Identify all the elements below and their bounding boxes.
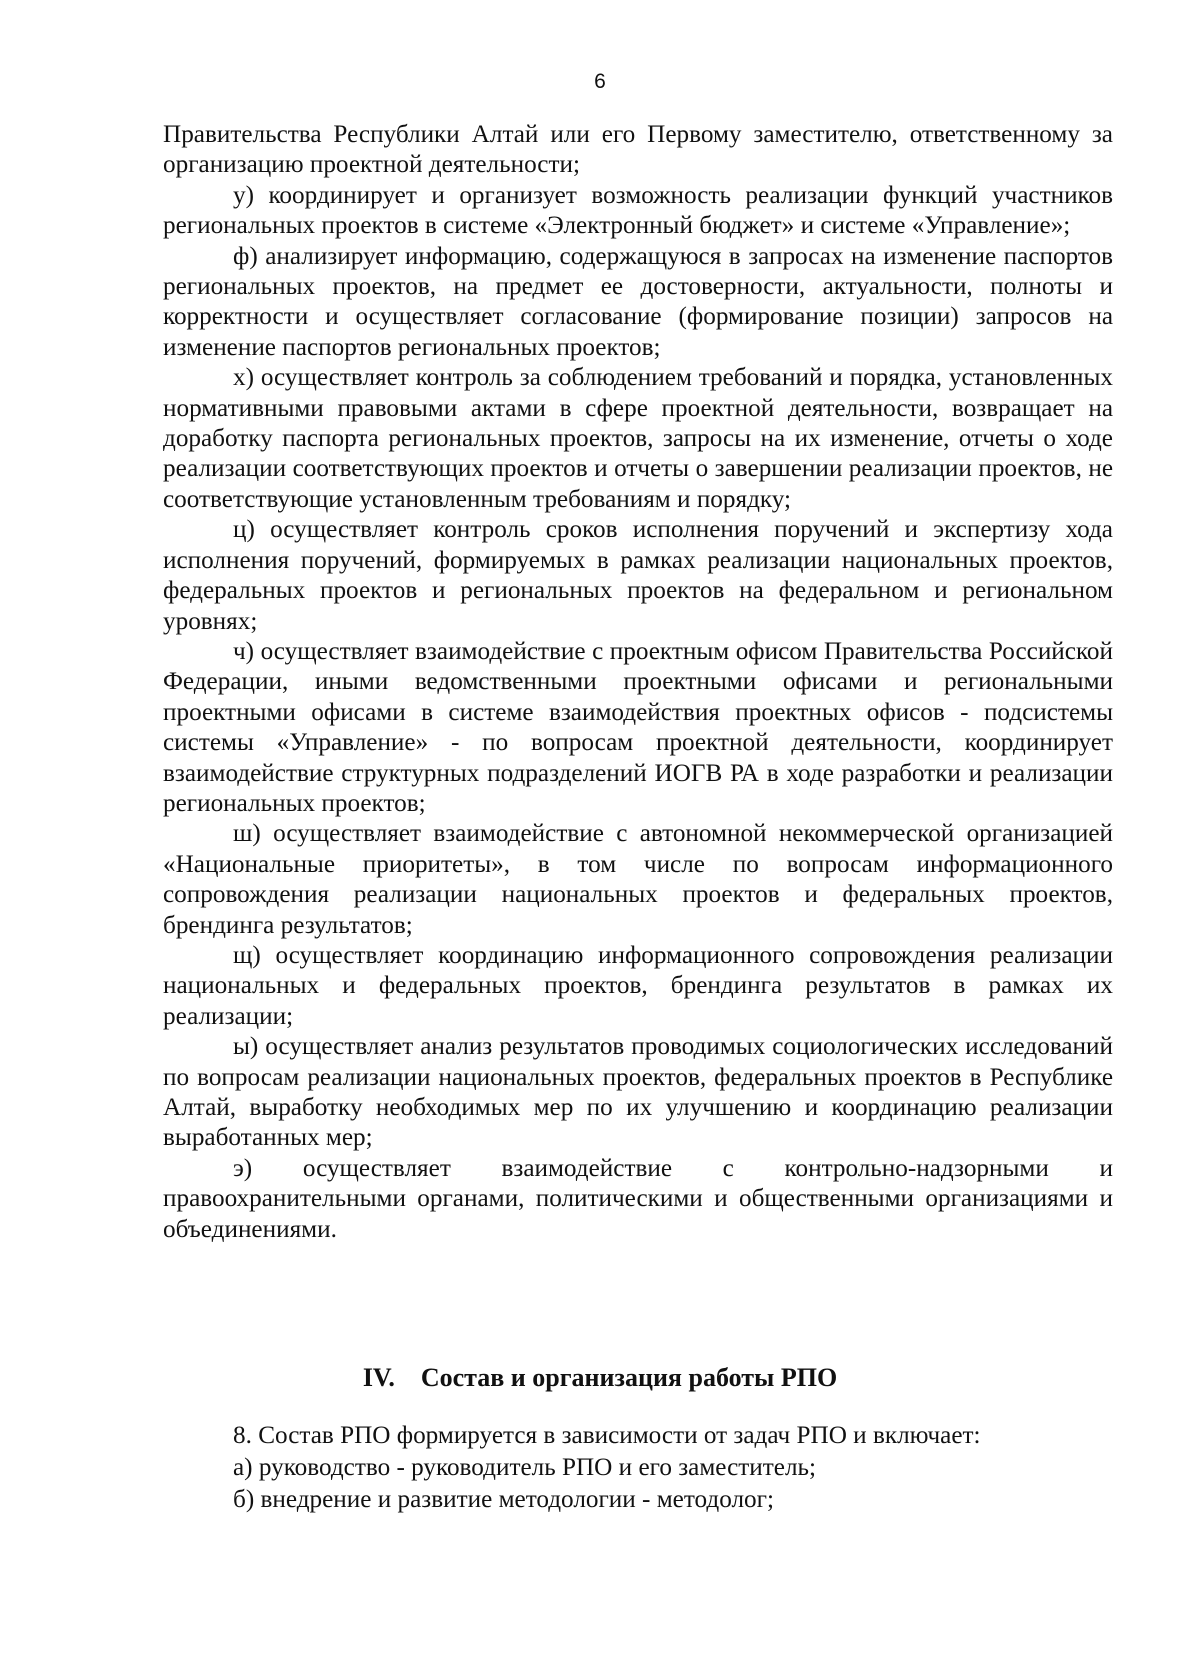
composition-list [233, 1420, 1113, 1516]
paragraph-item-u: у) координирует и организует возможность реализации функций участников региональных проектов в системе «Электронный бюджет» и системе «Управление»; [163, 181, 1113, 240]
list-item: б) внедрение и развитие методологии - методолог; [233, 1486, 774, 1513]
section-heading [0, 1362, 1200, 1394]
paragraph-item-f: ф) анализирует информацию, содержащуюся в запросах на изменение паспортов региональных проектов, на предмет ее достоверности, актуальности, полноты и корректности и осуществляет согласование (формирование позиции) запросов на изменение паспортов региональных проектов; [163, 242, 1113, 361]
body-text [163, 120, 1113, 1245]
paragraph-item-kh: х) осуществляет контроль за соблюдением требований и порядка, установленных нормативными правовыми актами в сфере проектной деятельности, возвращает на доработку паспорта региональных проектов, запросы на их изменение, отчеты о ходе реализации соответствующих проектов и отчеты о завершении реализации проектов, не соответствующие установленным требованиям и порядку; [163, 364, 1113, 513]
paragraph-item-sh: ш) осуществляет взаимодействие с автономной некоммерческой организацией «Национальные приоритеты», в том числе по вопросам информационного сопровождения реализации национальных проектов и федеральных проектов, брендинга результатов; [163, 820, 1113, 939]
paragraph-item-ts: ц) осуществляет контроль сроков исполнения поручений и экспертизу хода исполнения поручений, формируемых в рамках реализации национальных проектов, федеральных проектов и региональных проектов на федеральном и региональном уровнях; [163, 516, 1113, 635]
section-title: Состав и организация работы РПО [420, 1363, 838, 1392]
paragraph-item-shch: щ) осуществляет координацию информационного сопровождения реализации национальных и федеральных проектов, брендинга результатов в рамках их реализации; [163, 941, 1113, 1030]
paragraph-continuation: Правительства Республики Алтай или его Первому заместителю, ответственному за организацию проектной деятельности; [163, 121, 1113, 179]
paragraph-item-y: ы) осуществляет анализ результатов проводимых социологических исследований по вопросам реализации национальных проектов, федеральных проектов в Республике Алтай, выработку необходимых мер по их улучшению и координацию реализации выработанных мер; [163, 1033, 1113, 1152]
page-number: 6 [594, 70, 606, 93]
paragraph-item-ch: ч) осуществляет взаимодействие с проектным офисом Правительства Российской Федерации, иными ведомственными проектными офисами и региональными проектными офисами в системе взаимодействия проектных офисов - подсистемы системы «Управление» - по вопросам проектной деятельности, координирует взаимодействие структурных подразделений ИОГВ РА в ходе разработки и реализации региональных проектов; [163, 637, 1113, 817]
list-item: 8. Состав РПО формируется в зависимости от задач РПО и включает: [233, 1422, 981, 1449]
list-item: а) руководство - руководитель РПО и его заместитель; [233, 1454, 816, 1481]
paragraph-item-e: э) осуществляет взаимодействие с контрольно-надзорными и правоохранительными органами, политическими и общественными организациями и объединениями. [163, 1154, 1113, 1243]
section-number: IV. [362, 1363, 395, 1392]
